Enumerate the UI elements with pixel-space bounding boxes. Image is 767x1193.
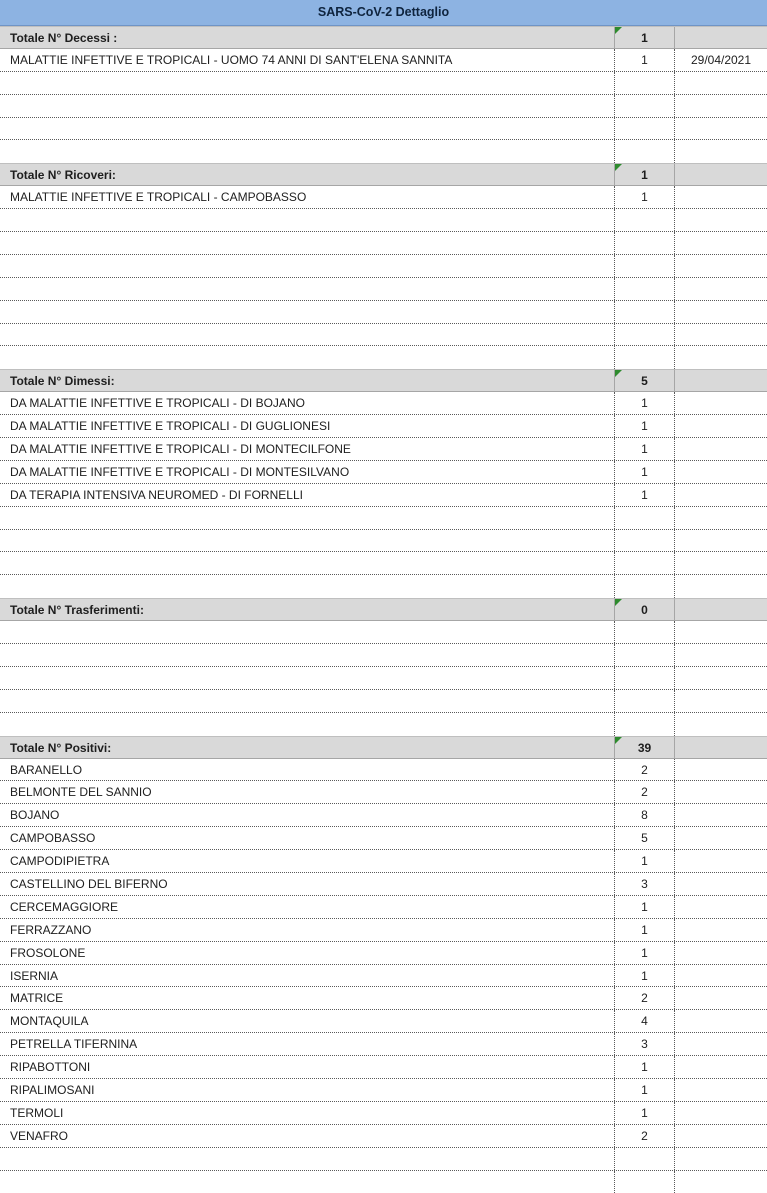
table-row [0,1033,767,1056]
empty-cell[interactable] [674,255,767,277]
empty-cell[interactable] [674,575,767,598]
spacer-row [0,713,767,736]
row-label[interactable]: MALATTIE INFETTIVE E TROPICALI - CAMPOBASSO [10,190,307,205]
empty-cell[interactable] [674,324,767,346]
header-total[interactable]: 39 [614,737,674,758]
header-label[interactable]: Totale N° Ricoveri: [10,168,116,183]
empty-cell[interactable] [674,232,767,254]
empty-cell[interactable] [0,507,614,529]
empty-cell[interactable] [0,1148,614,1170]
row-date[interactable] [674,987,767,1009]
row-date[interactable] [674,896,767,918]
empty-row [0,255,767,278]
row-date[interactable] [674,850,767,872]
row-date[interactable] [674,484,767,506]
row-count[interactable]: 1 [614,484,674,506]
row-label[interactable]: FERRAZZANO [10,922,92,937]
row-count[interactable]: 2 [614,987,674,1009]
header-label[interactable]: Totale N° Trasferimenti: [10,603,144,618]
row-count[interactable]: 1 [614,415,674,437]
empty-cell[interactable] [674,621,767,643]
row-label[interactable]: MONTAQUILA [10,1014,89,1029]
empty-cell[interactable] [674,118,767,140]
empty-cell[interactable] [614,690,674,712]
empty-cell[interactable] [0,575,614,598]
table-row [0,942,767,965]
spacer-row [0,346,767,369]
empty-cell[interactable] [614,575,674,598]
empty-cell[interactable] [614,621,674,643]
empty-cell[interactable] [0,95,614,117]
row-count[interactable]: 1 [614,461,674,483]
empty-cell[interactable] [674,301,767,323]
empty-row [0,324,767,347]
empty-cell[interactable] [0,346,614,369]
row-label[interactable]: DA TERAPIA INTENSIVA NEUROMED - DI FORNELLI [10,487,303,502]
row-count[interactable]: 3 [614,1033,674,1055]
header-total[interactable]: 5 [614,370,674,391]
empty-cell[interactable] [0,690,614,712]
table-row [0,1125,767,1148]
row-count[interactable]: 2 [614,759,674,781]
empty-cell[interactable] [614,301,674,323]
empty-cell[interactable] [614,72,674,94]
comment-marker-icon [615,370,622,377]
row-count[interactable]: 1 [614,896,674,918]
row-date[interactable] [674,942,767,964]
table-row [0,49,767,72]
table-row [0,415,767,438]
table-row [0,896,767,919]
table-row [0,484,767,507]
empty-cell[interactable] [0,255,614,277]
empty-row [0,301,767,324]
empty-cell[interactable] [674,552,767,574]
empty-cell[interactable] [674,209,767,231]
row-label[interactable]: VENAFRO [10,1128,69,1143]
header-total[interactable]: 1 [614,27,674,48]
row-count[interactable]: 1 [614,438,674,460]
row-date[interactable] [674,781,767,803]
comment-marker-icon [615,737,622,744]
empty-cell[interactable] [0,278,614,300]
empty-cell[interactable] [674,644,767,666]
empty-row [0,690,767,713]
row-count[interactable]: 1 [614,1079,674,1101]
empty-row [0,209,767,232]
empty-cell[interactable] [614,667,674,689]
row-label[interactable]: DA MALATTIE INFETTIVE E TROPICALI - DI GUGLIONESI [10,419,331,434]
empty-row [0,621,767,644]
row-date[interactable] [674,392,767,414]
comment-marker-icon [615,164,622,171]
comment-marker-icon [615,27,622,34]
empty-cell[interactable] [0,324,614,346]
empty-cell[interactable] [674,667,767,689]
header-label[interactable]: Totale N° Decessi : [10,31,118,45]
row-count[interactable]: 1 [614,965,674,987]
table-row [0,438,767,461]
table-row [0,850,767,873]
row-date[interactable] [674,965,767,987]
table-row [0,392,767,415]
empty-cell[interactable] [0,118,614,140]
row-date[interactable] [674,461,767,483]
empty-row [0,507,767,530]
table-row [0,1010,767,1033]
row-label[interactable]: RIPALIMOSANI [10,1082,95,1097]
empty-cell[interactable] [0,552,614,574]
row-label[interactable]: CAMPODIPIETRA [10,854,110,869]
empty-cell[interactable] [614,530,674,552]
empty-cell[interactable] [614,1148,674,1170]
row-count[interactable]: 4 [614,1010,674,1032]
row-date[interactable] [674,438,767,460]
row-count[interactable]: 3 [614,873,674,895]
row-label[interactable]: MATRICE [10,991,64,1006]
empty-cell[interactable] [614,255,674,277]
empty-cell[interactable] [614,118,674,140]
section-header-trasferimenti [0,598,767,621]
empty-row [0,95,767,118]
section-header-decessi [0,26,767,49]
header-label[interactable]: Totale N° Positivi: [10,740,112,755]
row-date[interactable] [674,919,767,941]
row-label[interactable]: DA MALATTIE INFETTIVE E TROPICALI - DI MONTECILFONE [10,442,351,457]
row-date[interactable]: 29/04/2021 [674,49,767,71]
row-label[interactable]: DA MALATTIE INFETTIVE E TROPICALI - DI BOJANO [10,396,305,411]
empty-cell[interactable] [674,278,767,300]
row-date[interactable] [674,1033,767,1055]
row-count[interactable]: 1 [614,919,674,941]
header-label[interactable]: Totale N° Dimessi: [10,374,115,389]
row-count[interactable]: 2 [614,1125,674,1147]
header-empty-cell[interactable] [674,599,767,620]
row-count[interactable]: 8 [614,804,674,826]
empty-cell[interactable] [614,713,674,736]
header-empty-cell[interactable] [674,370,767,391]
row-label[interactable]: CAMPOBASSO [10,831,96,846]
empty-cell[interactable] [614,1171,674,1193]
row-label[interactable]: BARANELLO [10,762,83,777]
empty-cell[interactable] [614,324,674,346]
row-date[interactable] [674,1079,767,1101]
header-total[interactable]: 1 [614,164,674,185]
section-header-positivi [0,736,767,759]
row-date[interactable] [674,1010,767,1032]
empty-cell[interactable] [674,140,767,163]
row-count[interactable]: 1 [614,1102,674,1124]
row-count[interactable]: 1 [614,1056,674,1078]
empty-cell[interactable] [674,346,767,369]
table-row [0,781,767,804]
empty-cell[interactable] [674,690,767,712]
empty-cell[interactable] [674,713,767,736]
empty-cell[interactable] [0,301,614,323]
empty-cell[interactable] [674,507,767,529]
table-row [0,965,767,988]
header-empty-cell[interactable] [674,27,767,48]
row-count[interactable]: 5 [614,827,674,849]
header-empty-cell[interactable] [674,737,767,758]
empty-cell[interactable] [0,667,614,689]
table-row [0,919,767,942]
table-row [0,873,767,896]
empty-cell[interactable] [614,552,674,574]
empty-row [0,530,767,553]
table-row [0,759,767,782]
empty-cell[interactable] [614,232,674,254]
table-row [0,1079,767,1102]
empty-cell[interactable] [0,140,614,163]
row-count[interactable]: 1 [614,186,674,208]
row-label[interactable]: BELMONTE DEL SANNIO [10,785,152,800]
row-label[interactable]: RIPABOTTONI [10,1060,91,1075]
empty-row [0,667,767,690]
row-label[interactable]: MALATTIE INFETTIVE E TROPICALI - UOMO 74 ANNI DI SANT'ELENA SANNITA [10,52,453,67]
table-row [0,1102,767,1125]
table-row [0,461,767,484]
detail-table [0,26,767,1193]
table-row [0,827,767,850]
empty-row [0,118,767,141]
row-date[interactable] [674,873,767,895]
row-count[interactable]: 1 [614,942,674,964]
table-row [0,987,767,1010]
empty-row [0,278,767,301]
row-count[interactable]: 1 [614,49,674,71]
empty-row [0,232,767,255]
empty-cell[interactable] [674,95,767,117]
table-row [0,186,767,209]
row-label[interactable]: ISERNIA [10,968,59,983]
empty-cell[interactable] [0,232,614,254]
row-date[interactable] [674,1056,767,1078]
empty-cell[interactable] [614,140,674,163]
empty-cell[interactable] [0,1171,614,1193]
empty-cell[interactable] [614,209,674,231]
empty-cell[interactable] [0,530,614,552]
empty-row [0,1148,767,1171]
row-date[interactable] [674,804,767,826]
row-label[interactable]: CASTELLINO DEL BIFERNO [10,876,168,891]
empty-row [0,644,767,667]
row-date[interactable] [674,827,767,849]
empty-cell[interactable] [0,644,614,666]
empty-cell[interactable] [614,95,674,117]
section-header-ricoveri [0,163,767,186]
spacer-row [0,1171,767,1193]
row-count[interactable]: 1 [614,392,674,414]
row-date[interactable] [674,759,767,781]
header-empty-cell[interactable] [674,164,767,185]
empty-cell[interactable] [0,72,614,94]
empty-cell[interactable] [0,713,614,736]
row-label[interactable]: FROSOLONE [10,945,86,960]
row-date[interactable] [674,1125,767,1147]
row-label[interactable]: BOJANO [10,808,60,823]
empty-cell[interactable] [674,1148,767,1170]
empty-cell[interactable] [674,530,767,552]
comment-marker-icon [615,599,622,606]
header-total[interactable]: 0 [614,599,674,620]
empty-cell[interactable] [614,507,674,529]
table-row [0,1056,767,1079]
table-row [0,804,767,827]
row-date[interactable] [674,415,767,437]
row-date[interactable] [674,1102,767,1124]
row-count[interactable]: 1 [614,850,674,872]
empty-row [0,552,767,575]
spacer-row [0,575,767,598]
row-date[interactable] [674,186,767,208]
sheet-title: SARS-CoV-2 Dettaglio [0,0,767,26]
row-label[interactable]: CERCEMAGGIORE [10,899,119,914]
row-label[interactable]: PETRELLA TIFERNINA [10,1037,138,1052]
empty-cell[interactable] [614,644,674,666]
empty-row [0,72,767,95]
empty-cell[interactable] [674,72,767,94]
empty-cell[interactable] [0,209,614,231]
empty-cell[interactable] [614,346,674,369]
row-label[interactable]: TERMOLI [10,1105,64,1120]
row-label[interactable]: DA MALATTIE INFETTIVE E TROPICALI - DI MONTESILVANO [10,464,350,479]
empty-cell[interactable] [614,278,674,300]
empty-cell[interactable] [674,1171,767,1193]
empty-cell[interactable] [0,621,614,643]
section-header-dimessi [0,369,767,392]
row-count[interactable]: 2 [614,781,674,803]
spacer-row [0,140,767,163]
